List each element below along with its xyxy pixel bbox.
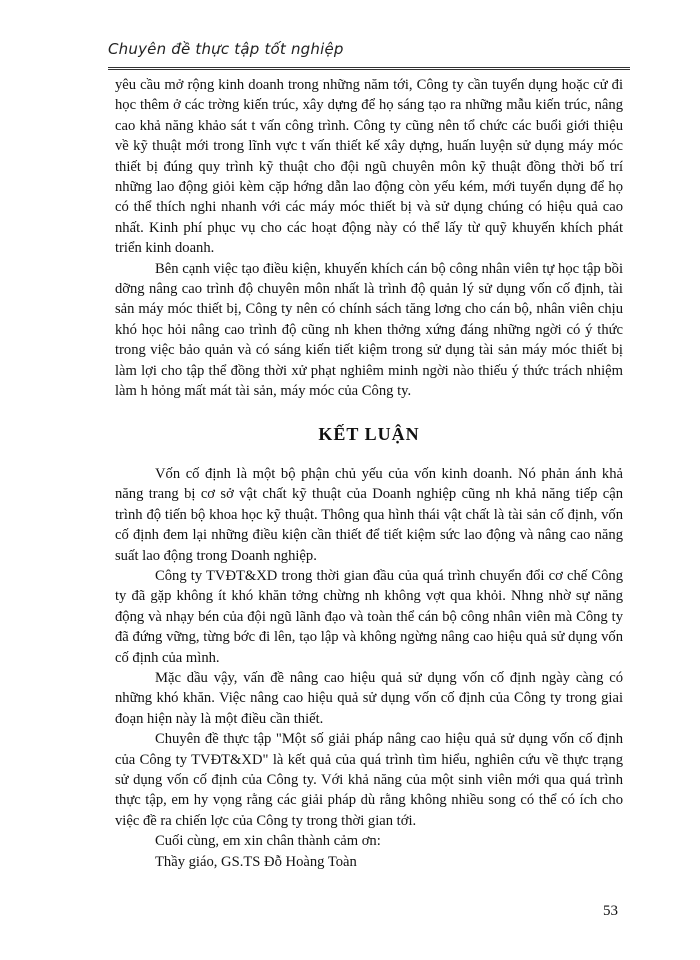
body-paragraph: yêu cầu mở rộng kinh doanh trong những năm tới, Công ty cần tuyển dụng hoặc cử đi học thêm ở các trờng kiến trúc, xây dựng để họ sáng tạo ra những mẫu kiến trúc, nâng cao khả năng khảo sát t vấn công trình. Công ty cũng nên tổ chức các buổi giới thiệu về kỹ thuật mới trong lĩnh vực t vấn thiết kế xây dựng, huấn luyện sử dụng máy móc thiết bị đúng quy trình kỹ thuật cho đội ngũ chuyên môn kỹ thuật đồng thời bố trí những lao động giỏi kèm cặp hớng dẫn lao động còn yếu kém, mới tuyển dụng để họ có thể thích nghi nhanh với các máy móc thiết bị và sử dụng chúng có hiệu quả cao nhất. Kinh phí phục vụ cho các hoạt động này có thể lấy từ quỹ khuyến khích phát triển kinh doanh. [115,77,623,257]
acknowledgement-line: Cuối cùng, em xin chân thành cảm ơn: [155,833,381,850]
body-paragraph: Công ty TVĐT&XD trong thời gian đầu của quá trình chuyển đổi cơ chế Công ty đã gặp không ít khó khăn tởng chừng nh không vợt qua khỏi. Nhng nhờ sự năng động và nhạy bén của đội ngũ lãnh đạo và toàn thể cán bộ công nhân viên mà Công ty đã đứng vững, từng bớc đi lên, tạo lập và không ngừng nâng cao hiệu quả sử dụng vốn cố định của mình. [115,567,623,666]
running-header: Chuyên đề thực tập tốt nghiệp [108,40,344,58]
header-rule [108,67,630,70]
body-paragraph: Chuyên đề thực tập "Một số giải pháp nâng cao hiệu quả sử dụng vốn cố định của Công ty TVĐT&XD" là kết quả của quá trình tìm hiểu, nghiên cứu về thực trạng sử dụng vốn cố định của Công ty. Với khả năng của một sinh viên mới qua quá trình thực tập, em hy vọng rằng các giải pháp dù rằng không nhiều song có thể có ích cho việc đề ra chiến lợc của Công ty trong thời gian tới. [115,731,623,829]
page-body [115,75,623,872]
acknowledgement-name: Thầy giáo, GS.TS Đỗ Hoàng Toàn [155,853,357,870]
page-number: 53 [603,903,618,919]
body-paragraph: Bên cạnh việc tạo điều kiện, khuyến khích cán bộ công nhân viên tự học tập bồi dỡng nâng cao trình độ chuyên môn nhất là trình độ quản lý sử dụng vốn cố định, tài sản máy móc thiết bị, Công ty nên có chính sách tăng lơng cho cán bộ, nhân viên chịu khó học hỏi nâng cao trình độ cũng nh khen thởng xứng đáng những ngời có ý thức trong việc bảo quản và có sáng kiến tiết kiệm trong sử dụng tài sản máy móc thiết bị làm lợi cho tập thể đồng thời xử phạt nghiêm minh ngời nào thiếu ý thức trách nhiệm làm h hỏng mất mát tài sản, máy móc của Công ty. [115,260,623,400]
body-paragraph: Mặc dầu vậy, vấn đề nâng cao hiệu quả sử dụng vốn cố định ngày càng có những khó khăn. Việc nâng cao hiệu quả sử dụng vốn cố định của Công ty trong giai đoạn hiện này là một điều cần thiết. [115,669,623,727]
body-paragraph: Vốn cố định là một bộ phận chủ yếu của vốn kinh doanh. Nó phản ánh khả năng trang bị cơ sở vật chất kỹ thuật của Doanh nghiệp cũng nh khả năng tiếp cận trình độ tiến bộ khoa học kỹ thuật. Thông qua hình thái vật chất là tài sản cố định, vốn cố định đem lại những điều kiện cần thiết để tiết kiệm sức lao động và nâng cao năng suất lao động trong Doanh nghiệp. [115,465,623,564]
section-title: KẾT LUẬN [318,423,420,444]
